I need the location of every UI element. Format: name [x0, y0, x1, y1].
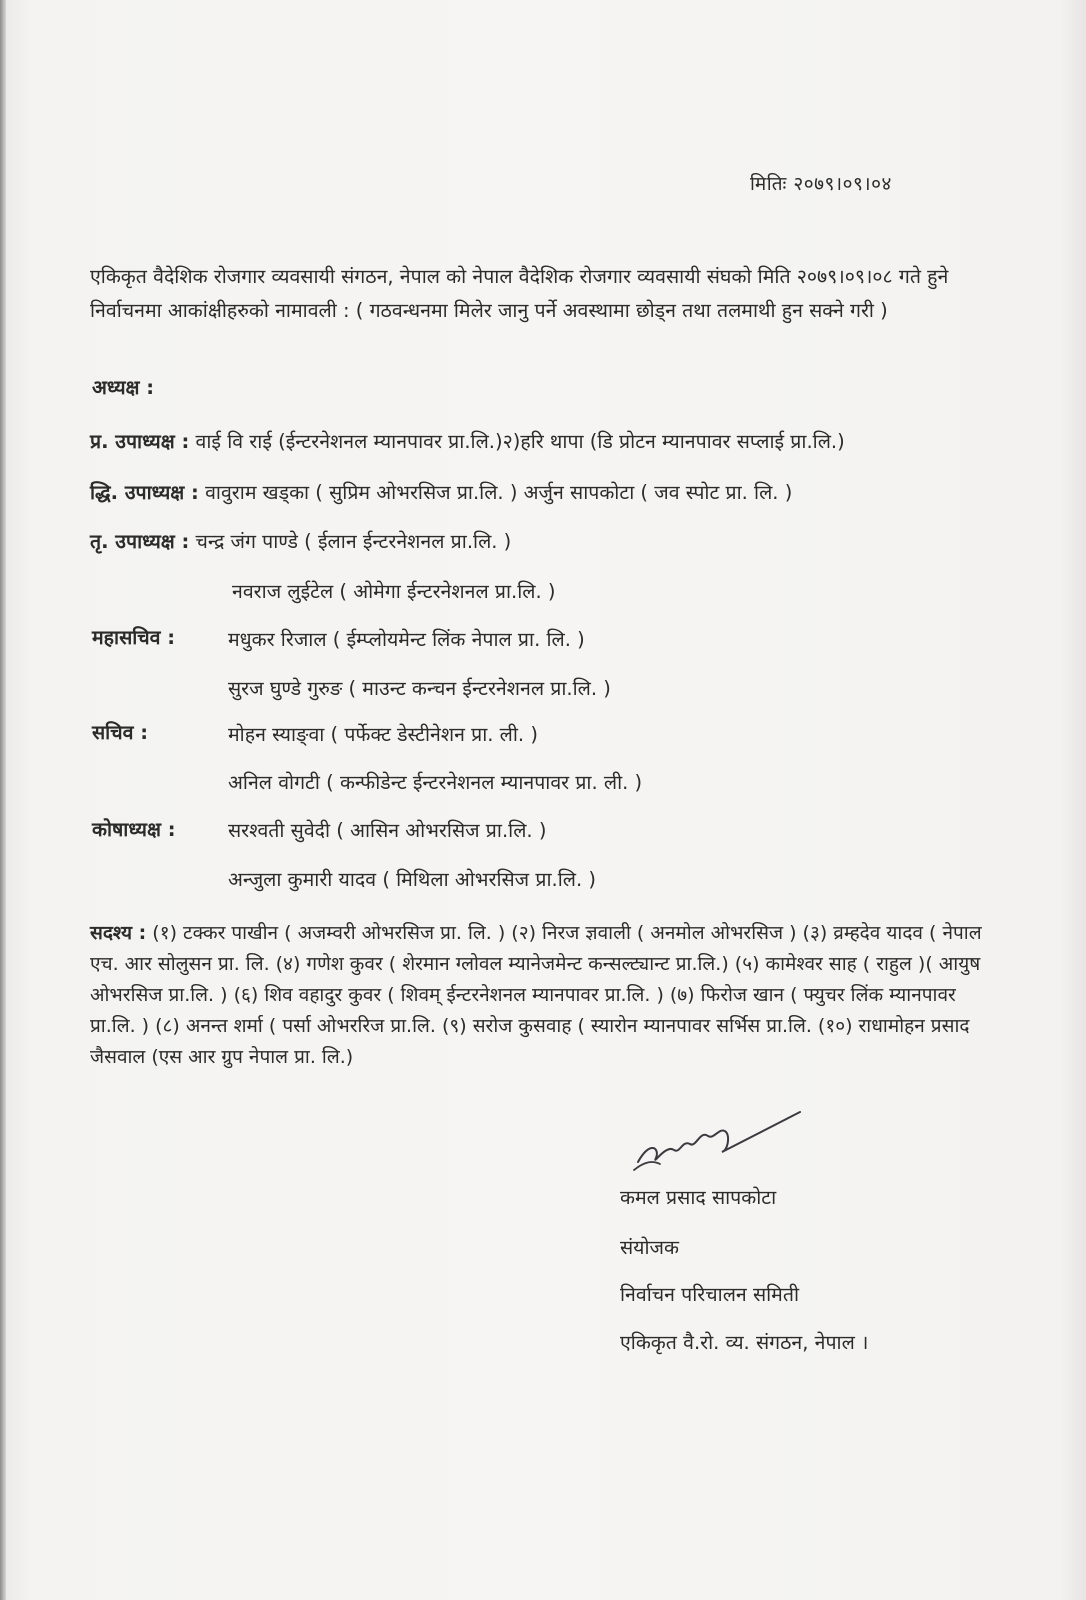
gensec-text-2: सुरज घुण्डे गुरुङ ( माउन्ट कन्चन ईन्टरनेशनल प्रा.लि. ) [228, 677, 611, 700]
signature-image [630, 1100, 830, 1180]
sec-text-1: मोहन स्याङ्वा ( पर्फेक्ट डेस्टीनेशन प्रा. ली. ) [228, 723, 538, 746]
gensec-row [92, 623, 175, 650]
sec-text-1-row [228, 720, 538, 747]
vp1-text: वाई वि राई (ईन्टरनेशनल म्यानपावर प्रा.लि.)२)हरि थापा (डि प्रोटन म्यानपावर सप्लाई प्रा.लि.) [195, 430, 845, 453]
vp2-text: वावुराम खड्का ( सुप्रिम ओभरसिज प्रा.लि. ) अर्जुन सापकोटा ( जव स्पोट प्रा. लि. ) [205, 481, 793, 504]
vp2-row [90, 478, 792, 505]
gensec-text-2-row [228, 674, 611, 701]
vp3-row [90, 527, 511, 554]
gensec-text-1: मधुकर रिजाल ( ईम्प्लोयमेन्ट लिंक नेपाल प्रा. लि. ) [228, 628, 585, 651]
sec-label: सचिव : [92, 721, 149, 744]
document-date: मितिः २०७९।०९।०४ [750, 173, 892, 195]
vp3-row-2 [232, 577, 556, 604]
president-row [92, 373, 154, 400]
signatory-role: संयोजक [620, 1236, 679, 1259]
gensec-text-1-row [228, 625, 585, 652]
president-label: अध्यक्ष : [92, 376, 155, 399]
members-label: सदश्य : [90, 922, 147, 944]
members-text: (१) टक्कर पाखीन ( अजम्वरी ओभरसिज प्रा. लि. ) (२) निरज ज्ञवाली ( अनमोल ओभरसिज ) (३) व्रम्हदेव यादव ( नेपाल एच. आर सोलुसन प्रा. लि. (४) गणेश कुवर ( शेरमान ग्लोवल म्यानेजमेन्ट कन्सल्ट्यान्ट प्रा.लि.) (५) कामेश्वर साह ( राहुल )( आयुष ओभरसिज प्रा.लि. ) (६) शिव वहादुर कुवर ( शिवम् ईन्टरनेशनल म्यानपावर प्रा.लि. ) (७) फिरोज खान ( फ्युचर लिंक म्यानपावर प्रा.लि. ) (८) अनन्त शर्मा ( पर्सा ओभररिज प्रा.लि. (९) सरोज कुसवाह ( स्यारोन म्यानपावर सर्भिस प्रा.लि. (१०) राधामोहन प्रसाद जैसवाल (एस आर ग्रुप नेपाल प्रा. लि.) [90, 922, 982, 1068]
treasurer-text-1-row [228, 816, 546, 843]
signatory-committee: निर्वाचन परिचालन समिती [620, 1283, 800, 1306]
treasurer-text-2: अन्जुला कुमारी यादव ( मिथिला ओभरसिज प्रा.लि. ) [228, 868, 596, 891]
intro-paragraph: एकिकृत वैदेशिक रोजगार व्यवसायी संगठन, नेपाल को नेपाल वैदेशिक रोजगार व्यवसायी संघको मिति २०७९।०९।०८ गते हुने निर्वाचनमा आकांक्षीहरुको नामावली : ( गठवन्धनमा मिलेर जानु पर्ने अवस्थामा छोड्न तथा तलमाथी हुन सक्ने गरी ) [90, 265, 949, 322]
treasurer-text-2-row [228, 865, 596, 892]
sec-text-2-row [228, 768, 642, 795]
sec-row [92, 718, 148, 745]
signatory-name: कमल प्रसाद सापकोटा [620, 1186, 777, 1209]
gensec-label: महासचिव : [92, 626, 176, 649]
signature-stroke [638, 1112, 800, 1162]
signatory-org: एकिकृत वै.रो. व्य. संगठन, नेपाल । [620, 1331, 869, 1354]
vp2-label: द्धि. उपाध्यक्ष : [90, 481, 199, 504]
members-paragraph [90, 918, 1005, 1073]
sec-text-2: अनिल वोगटी ( कन्फीडेन्ट ईन्टरनेशनल म्यानपावर प्रा. ली. ) [228, 771, 643, 794]
treasurer-text-1: सरश्वती सुवेदी ( आसिन ओभरसिज प्रा.लि. ) [228, 819, 547, 842]
treasurer-row [92, 815, 176, 842]
vp3-label: तृ. उपाध्यक्ष : [90, 530, 190, 553]
signature-underline [634, 1162, 660, 1170]
vp1-row [90, 427, 845, 454]
vp3-text-1: चन्द्र जंग पाण्डे ( ईलान ईन्टरनेशनल प्रा.लि. ) [195, 530, 512, 553]
treasurer-label: कोषाध्यक्ष : [92, 818, 176, 841]
vp1-label: प्र. उपाध्यक्ष : [90, 430, 190, 453]
page-edge-shadow [0, 0, 6, 1600]
vp3-text-2: नवराज लुईटेल ( ओमेगा ईन्टरनेशनल प्रा.लि. ) [232, 580, 556, 603]
